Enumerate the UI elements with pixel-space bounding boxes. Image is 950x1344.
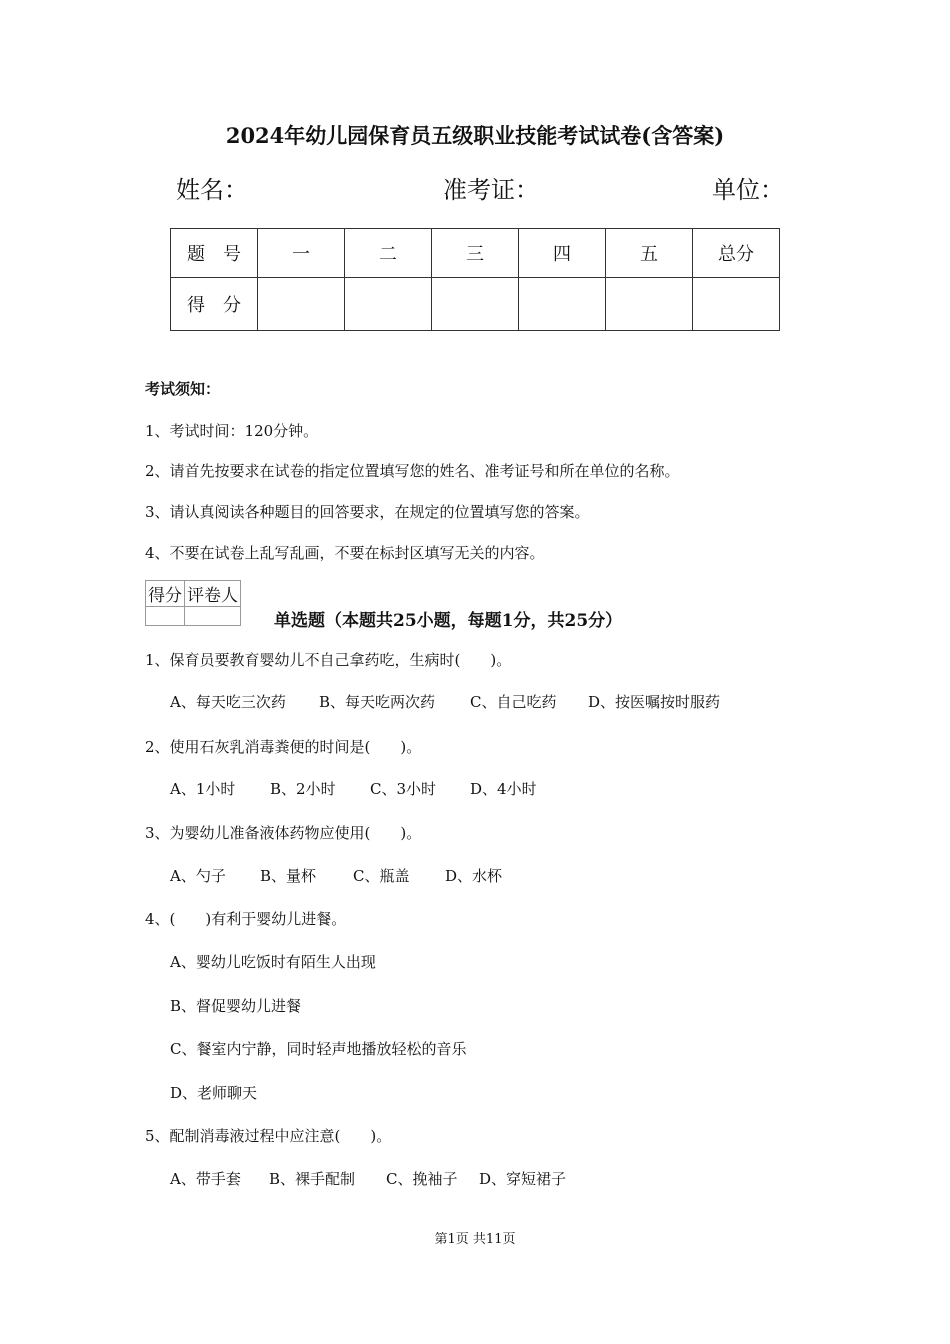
section-title: 单选题（本题共25小题，每题1分，共25分） [274, 611, 623, 631]
score-table-header-row [171, 229, 780, 278]
score-cell[interactable] [693, 278, 780, 331]
option: D、按医嘱按时服药 [588, 693, 721, 711]
grader-box [145, 580, 241, 626]
option: B、裸手配制 [269, 1170, 356, 1188]
option: D、老师聊天 [170, 1084, 258, 1102]
notice-item: 2、请首先按要求在试卷的指定位置填写您的姓名、准考证号和所在单位的名称。 [145, 462, 680, 480]
page-footer: 第1页 共11页 [434, 1232, 516, 1247]
score-cell[interactable] [432, 278, 519, 331]
option: C、挽袖子 [386, 1170, 458, 1188]
score-cell[interactable] [606, 278, 693, 331]
option: D、水杯 [445, 867, 503, 885]
score-header-cell: 题 号 [171, 229, 258, 278]
grader-score-label: 得分 [146, 581, 185, 607]
exam-id-field-label: 准考证： [443, 176, 539, 204]
option: A、婴幼儿吃饭时有陌生人出现 [170, 953, 376, 971]
score-header-cell: 四 [519, 229, 606, 278]
option: D、4小时 [470, 780, 537, 798]
grader-name-cell[interactable] [185, 607, 241, 626]
question-stem: 5、配制消毒液过程中应注意( )。 [145, 1127, 392, 1145]
score-cell[interactable] [345, 278, 432, 331]
option: C、3小时 [370, 780, 437, 798]
score-header-cell: 三 [432, 229, 519, 278]
option: A、带手套 [170, 1170, 241, 1188]
score-header-cell: 五 [606, 229, 693, 278]
option: D、穿短裙子 [479, 1170, 567, 1188]
score-cell[interactable] [519, 278, 606, 331]
question-options [170, 1168, 566, 1189]
question-stem: 1、保育员要教育婴幼儿不自己拿药吃，生病时( )。 [145, 651, 512, 669]
notice-item: 1、考试时间：120分钟。 [145, 422, 319, 440]
score-table-score-row [171, 278, 780, 331]
notice-item: 3、请认真阅读各种题目的回答要求，在规定的位置填写您的答案。 [145, 503, 590, 521]
option: A、勺子 [170, 867, 226, 885]
notice-item: 4、不要在试卷上乱写乱画，不要在标封区填写无关的内容。 [145, 544, 545, 562]
document-title: 2024年幼儿园保育员五级职业技能考试试卷(含答案) [225, 123, 725, 148]
grader-score-cell[interactable] [146, 607, 185, 626]
question-options [170, 778, 537, 799]
question-options [170, 691, 720, 712]
option: A、每天吃三次药 [170, 693, 286, 711]
notice-heading: 考试须知： [145, 380, 221, 398]
question-stem: 2、使用石灰乳消毒粪便的时间是( )。 [145, 738, 422, 756]
score-row-label: 得 分 [171, 278, 258, 331]
grader-name-label: 评卷人 [185, 581, 241, 607]
score-header-cell: 总分 [693, 229, 780, 278]
name-field-label: 姓名： [176, 176, 248, 204]
score-header-cell: 一 [258, 229, 345, 278]
option: A、1小时 [170, 780, 236, 798]
option: B、量杯 [260, 867, 317, 885]
score-header-cell: 二 [345, 229, 432, 278]
score-table [170, 228, 780, 331]
option: C、餐室内宁静，同时轻声地播放轻松的音乐 [170, 1040, 467, 1058]
option: B、每天吃两次药 [319, 693, 436, 711]
score-cell[interactable] [258, 278, 345, 331]
question-stem: 4、( )有利于婴幼儿进餐。 [145, 910, 347, 928]
option: B、督促婴幼儿进餐 [170, 997, 302, 1015]
option: B、2小时 [270, 780, 336, 798]
unit-field-label: 单位： [712, 176, 784, 204]
question-stem: 3、为婴幼儿准备液体药物应使用( )。 [145, 824, 422, 842]
option: C、瓶盖 [353, 867, 410, 885]
question-options [170, 865, 502, 886]
option: C、自己吃药 [470, 693, 557, 711]
